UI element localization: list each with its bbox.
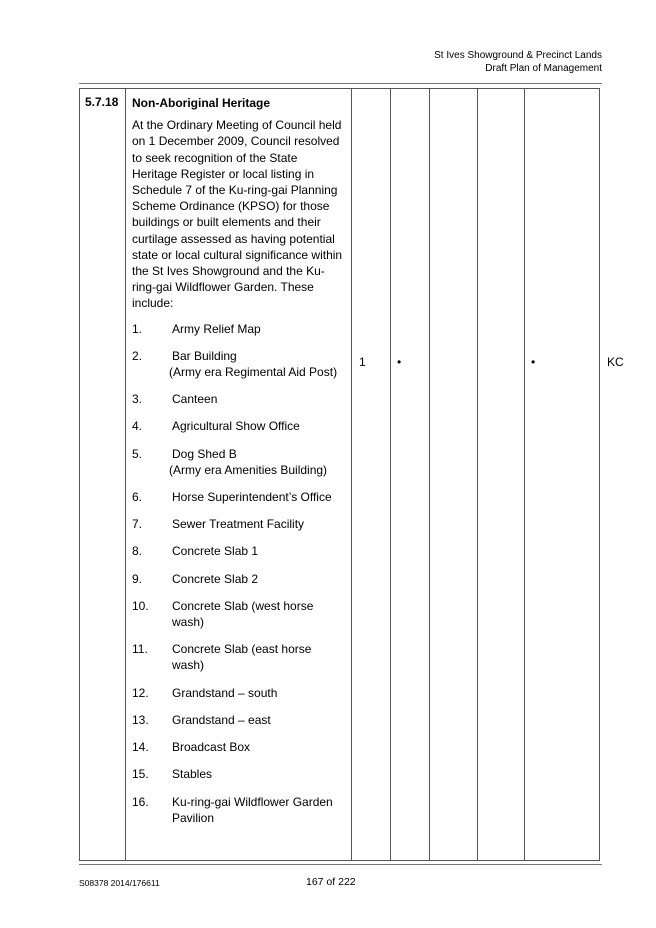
- list-item: [132, 739, 345, 755]
- section-content: [126, 89, 352, 861]
- list-item: [132, 321, 345, 337]
- section-intro: At the Ordinary Meeting of Council held on 1 December 2009, Council resolved to seek recognition of the State Heritage Register or local listing in Schedule 7 of the Ku-ring-gai Planning Scheme Ordinance (KPSO) for those buildings or built elements and their curtilage assessed as having potential state or local cultural significance within the St Ives Showground and the Ku-ring-gai Wildflower Garden. These include:: [132, 118, 343, 311]
- list-item: [132, 641, 345, 673]
- list-item-number: 8.: [132, 544, 143, 559]
- list-item-number: 13.: [132, 712, 149, 727]
- section-title: Non-Aboriginal Heritage: [132, 96, 271, 110]
- list-item-text: [172, 794, 345, 826]
- list-item-text: [172, 543, 345, 559]
- list-item-label: Concrete Slab (west horse wash): [172, 598, 314, 630]
- list-item-text: [172, 766, 345, 782]
- list-item-label: Broadcast Box: [172, 740, 251, 755]
- footer-rule: [79, 864, 602, 865]
- list-item-text: [172, 685, 345, 701]
- list-item-text: [169, 446, 345, 478]
- column-2-bullet: •: [397, 355, 402, 369]
- list-item-subtitle: (Army era Regimental Aid Post): [169, 365, 338, 380]
- list-item-label: Concrete Slab 1: [172, 544, 259, 559]
- list-item: [132, 571, 345, 587]
- column-5-bullet: •: [531, 355, 536, 369]
- list-item-label: Agricultural Show Office: [172, 419, 300, 434]
- column-3-cell: [430, 89, 478, 861]
- list-item: [132, 712, 345, 728]
- list-item-label: Grandstand – east: [172, 712, 271, 727]
- list-item-label: Dog Shed B: [172, 446, 237, 461]
- list-item-text: [169, 348, 345, 380]
- list-item: [132, 598, 345, 630]
- list-item-number: 14.: [132, 740, 149, 755]
- table-row: [80, 89, 600, 861]
- list-item-text: [172, 571, 345, 587]
- list-item-number: 3.: [132, 392, 143, 407]
- list-item-text: [172, 641, 345, 673]
- responsibility-value: KC: [607, 355, 624, 369]
- list-item: [132, 516, 345, 532]
- list-item-text: [172, 598, 345, 630]
- list-item-label: Concrete Slab (east horse wash): [172, 642, 312, 673]
- list-item-label: Horse Superintendent’s Office: [172, 490, 332, 505]
- list-item-text: [172, 321, 345, 337]
- list-item-label: Bar Building: [172, 348, 237, 363]
- list-item-label: Army Relief Map: [172, 321, 261, 336]
- list-item: [132, 543, 345, 559]
- column-5-cell: [525, 89, 600, 861]
- list-item-subtitle: (Army era Amenities Building): [169, 462, 328, 477]
- list-item-text: [172, 418, 345, 434]
- list-item: [132, 391, 345, 407]
- list-item-text: [172, 712, 345, 728]
- list-item-number: 16.: [132, 794, 149, 809]
- priority-value: 1: [359, 355, 366, 369]
- list-item-text: [172, 489, 345, 505]
- list-item-number: 11.: [132, 642, 148, 657]
- list-item-number: 6.: [132, 490, 143, 505]
- list-item-label: Sewer Treatment Facility: [172, 517, 305, 532]
- list-item: [132, 348, 345, 380]
- list-item: [132, 794, 345, 826]
- list-item-number: 2.: [132, 348, 143, 363]
- page-number: 167 of 222: [306, 876, 356, 888]
- header-rule: [79, 83, 602, 84]
- list-item-number: 7.: [132, 517, 143, 532]
- list-item-text: [172, 739, 345, 755]
- priority-cell: [352, 89, 391, 861]
- list-item: [132, 418, 345, 434]
- list-item-label: Concrete Slab 2: [172, 571, 259, 586]
- list-item-text: [172, 391, 345, 407]
- document-reference: S08378 2014/176611: [79, 878, 160, 888]
- list-item-number: 4.: [132, 419, 143, 434]
- list-item-label: Ku-ring-gai Wildflower Garden Pavilion: [172, 794, 333, 825]
- plan-table: [79, 88, 624, 861]
- list-item: [132, 489, 345, 505]
- list-item: [132, 766, 345, 782]
- heritage-items-list: [132, 321, 345, 826]
- list-item-number: 15.: [132, 767, 149, 782]
- column-4-cell: [478, 89, 525, 861]
- list-item: [132, 685, 345, 701]
- list-item-label: Canteen: [172, 392, 218, 407]
- list-item-text: [172, 516, 345, 532]
- list-item-number: 10.: [132, 598, 149, 613]
- list-item-number: 1.: [132, 321, 143, 336]
- header-line-2: Draft Plan of Management: [485, 62, 602, 74]
- list-item-label: Grandstand – south: [172, 685, 278, 700]
- document-header: [434, 50, 602, 75]
- list-item-label: Stables: [172, 767, 213, 782]
- list-item: [132, 446, 345, 478]
- section-ref: 5.7.18: [80, 89, 126, 861]
- column-2-cell: [391, 89, 430, 861]
- header-line-1: St Ives Showground & Precinct Lands: [434, 50, 602, 61]
- list-item-number: 9.: [132, 571, 143, 586]
- list-item-number: 5.: [132, 446, 143, 461]
- list-item-number: 12.: [132, 685, 149, 700]
